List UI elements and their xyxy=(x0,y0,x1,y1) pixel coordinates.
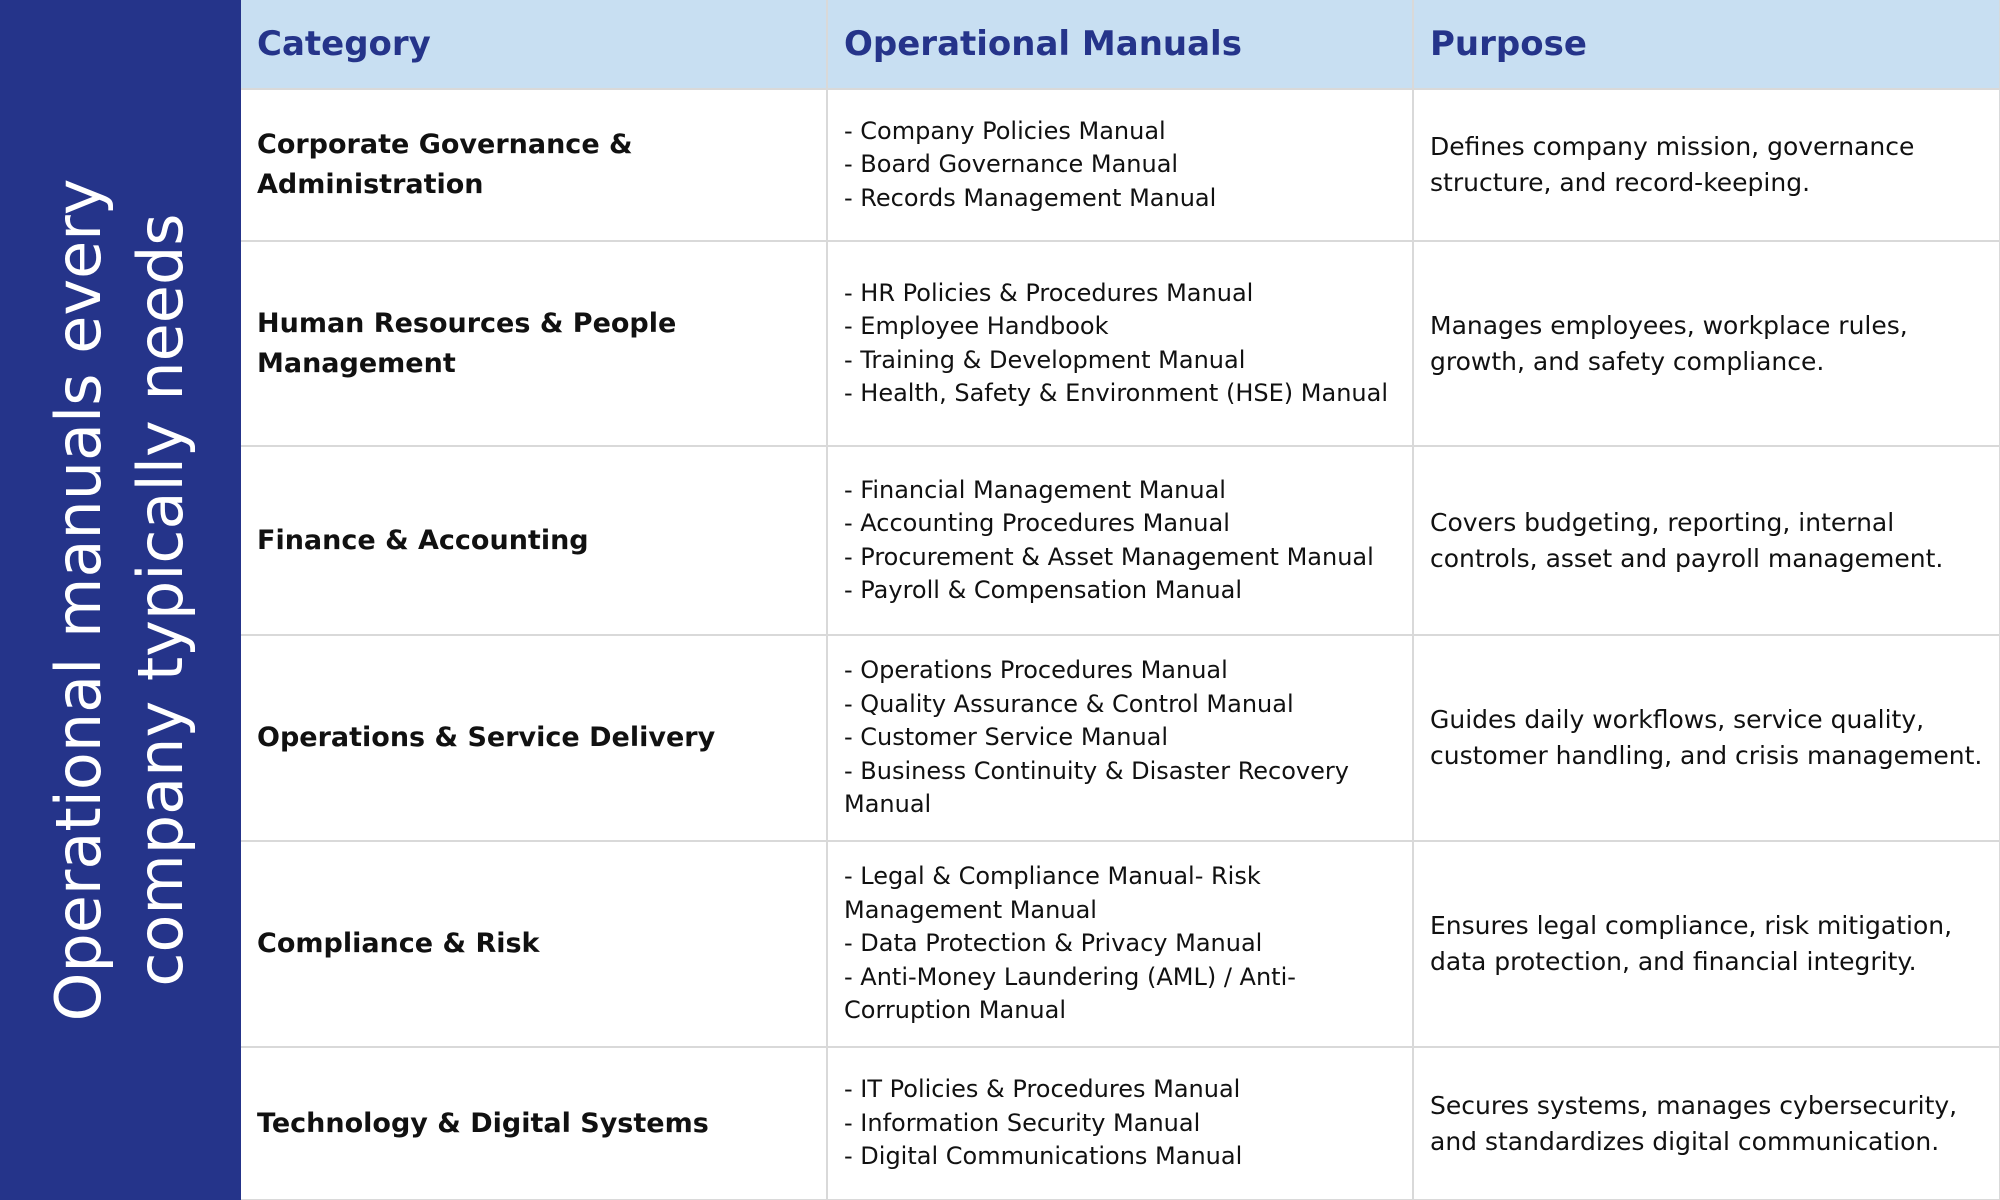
purpose-cell: Guides daily workflows, service quality, customer handling, and crisis management. xyxy=(1413,635,2000,841)
manual-item: - Business Continuity & Disaster Recovery Manual xyxy=(844,756,1349,819)
manual-item: - Employee Handbook xyxy=(844,312,1109,340)
manuals-table xyxy=(241,0,2000,1200)
manuals-cell xyxy=(827,446,1413,635)
manual-item: - Digital Communications Manual xyxy=(844,1142,1243,1171)
manual-item: - Quality Assurance & Control Manual xyxy=(844,689,1294,718)
manuals-cell xyxy=(827,89,1413,241)
manual-item: - Training & Development Manual xyxy=(844,345,1246,374)
title-banner xyxy=(0,0,241,1200)
manual-item: - Payroll & Compensation Manual xyxy=(844,576,1242,604)
manual-item: - Customer Service Manual xyxy=(844,723,1169,752)
category-cell: Human Resources & People Management xyxy=(241,241,827,446)
page-title-line-1: Operational manuals every xyxy=(42,178,115,1022)
manual-item: - Data Protection & Privacy Manual xyxy=(844,929,1263,958)
manuals-cell xyxy=(827,241,1413,446)
table-row xyxy=(241,635,2000,841)
purpose-cell: Manages employees, workplace rules, growth, and safety compliance. xyxy=(1413,241,2000,446)
table-header-row xyxy=(241,0,2000,89)
category-cell: Technology & Digital Systems xyxy=(241,1047,827,1200)
table-row xyxy=(241,841,2000,1047)
manuals-cell xyxy=(827,635,1413,841)
category-cell: Corporate Governance & Administration xyxy=(241,89,827,241)
manual-item: - Anti-Money Laundering (AML) / Anti-Corruption Manual xyxy=(844,962,1296,1025)
manual-item: - Accounting Procedures Manual xyxy=(844,509,1230,537)
manual-item: - HR Policies & Procedures Manual xyxy=(844,278,1254,307)
header-operational-manuals: Operational Manuals xyxy=(827,0,1413,89)
purpose-cell: Secures systems, manages cybersecurity, and standardizes digital communication. xyxy=(1413,1047,2000,1200)
purpose-cell: Defines company mission, governance structure, and record-keeping. xyxy=(1413,89,2000,241)
manual-item: - Board Governance Manual xyxy=(844,150,1179,179)
manuals-cell xyxy=(827,841,1413,1047)
manual-item: - Health, Safety & Environment (HSE) Manual xyxy=(844,379,1388,407)
manual-item: - Operations Procedures Manual xyxy=(844,656,1228,685)
manual-item: - Company Policies Manual xyxy=(844,116,1166,145)
manual-item: - Procurement & Asset Management Manual xyxy=(844,542,1374,571)
manual-item: - Legal & Compliance Manual- Risk Management Manual xyxy=(844,862,1261,924)
table-row xyxy=(241,241,2000,446)
manuals-table-container xyxy=(241,0,2000,1200)
table-row xyxy=(241,446,2000,635)
category-cell: Compliance & Risk xyxy=(241,841,827,1047)
manual-item: - Records Management Manual xyxy=(844,183,1217,212)
table-row xyxy=(241,1047,2000,1200)
table-row xyxy=(241,89,2000,241)
header-category: Category xyxy=(241,0,827,89)
purpose-cell: Covers budgeting, reporting, internal controls, asset and payroll management. xyxy=(1413,446,2000,635)
purpose-cell: Ensures legal compliance, risk mitigation, data protection, and financial integrity. xyxy=(1413,841,2000,1047)
page-title xyxy=(38,50,202,1150)
header-purpose: Purpose xyxy=(1413,0,2000,89)
manual-item: - Financial Management Manual xyxy=(844,475,1226,504)
manuals-cell xyxy=(827,1047,1413,1200)
category-cell: Operations & Service Delivery xyxy=(241,635,827,841)
manual-item: - IT Policies & Procedures Manual xyxy=(844,1075,1241,1104)
page-title-line-2: company typically needs xyxy=(124,213,197,987)
category-cell: Finance & Accounting xyxy=(241,446,827,635)
manual-item: - Information Security Manual xyxy=(844,1108,1201,1137)
